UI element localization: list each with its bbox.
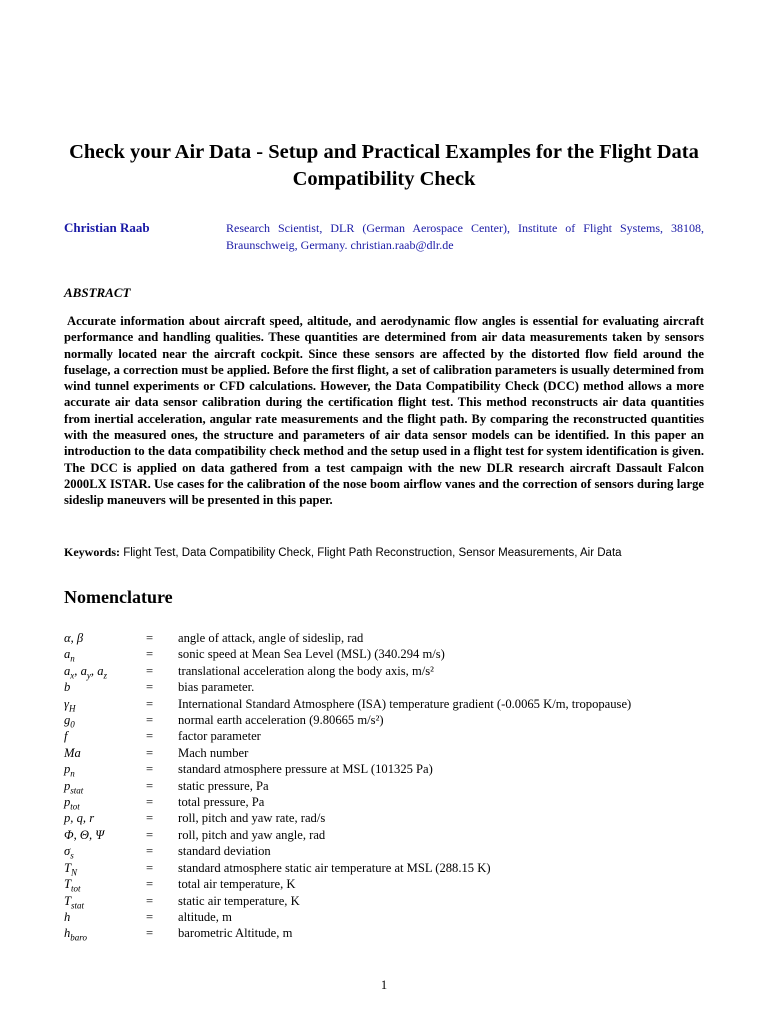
nomenclature-definition: total air temperature, K [178,877,296,892]
nomenclature-definition: total pressure, Pa [178,795,265,810]
nomenclature-definition: roll, pitch and yaw angle, rad [178,827,326,842]
nomenclature-equals: = [146,827,154,842]
nomenclature-heading: Nomenclature [64,587,173,607]
nomenclature-row [64,925,724,941]
nomenclature-definition: standard atmosphere pressure at MSL (101325 Pa) [178,762,433,777]
nomenclature-equals: = [146,745,154,760]
nomenclature-definition: standard atmosphere static air temperature at MSL (288.15 K) [178,860,491,875]
nomenclature-equals: = [146,893,154,908]
nomenclature-row [64,679,724,695]
nomenclature-symbol: $p_{stat}$ [64,778,84,796]
nomenclature-definition: bias parameter. [178,680,255,695]
nomenclature-definition: International Standard Atmosphere (ISA) temperature gradient (-0.0065 K/m, tropopause) [178,696,632,711]
keywords-text: Flight Test, Data Compatibility Check, Flight Path Reconstruction, Sensor Measurements, Air Data [123,547,622,559]
nomenclature-equals: = [146,811,154,826]
nomenclature-row [64,778,724,794]
nomenclature-equals: = [146,762,154,777]
nomenclature-row [64,646,724,662]
nomenclature-definition: angle of attack, angle of sideslip, rad [178,631,364,645]
nomenclature-symbol: $\gamma_H$ [64,696,76,714]
nomenclature-row [64,909,724,925]
abstract-text: Accurate information about aircraft speed, altitude, and aerodynamic flow angles is essential for evaluating aircraft performance and handling qualities. These quantities are determined from air data measurements taken by sensors normally located near the aircraft cockpit. Since these sensors are affected by the distorted flow field around the fuselage, a correction must be applied. Before the first flight, a set of calibration parameters is usually determined from wind tunnel experiments or CFD calculations. However, the Data Compatibility Check (DCC) method allows a more accurate air data sensor calibration during the certification flight test. This method reconstructs air data quantities from inertial acceleration, angular rate measurements and the flight path. By comparing the reconstructed quantities with the measured ones, the structure and parameters of air data sensor models can be identified. In this paper an introduction to the data compatibility check method and the setup used in a flight test for system identification is given. The DCC is applied on data gathered from a test campaign with the new DLR research aircraft Dassault Falcon 2000LX ISTAR. Use cases for the calibration of the nose boom airflow vanes and the correction of sensors during large sideslip maneuvers will be presented in this paper. [64,314,704,508]
nomenclature-symbol: $p_n$ [64,762,75,779]
author-email-link[interactable]: christian.raab@dlr.de [350,238,454,252]
nomenclature-definition: normal earth acceleration (9.80665 m/s²) [178,713,384,728]
nomenclature-equals: = [146,631,154,645]
nomenclature-symbol: Φ, Θ, Ψ [64,827,105,842]
nomenclature-row [64,893,724,909]
nomenclature-definition: static air temperature, K [178,893,300,908]
nomenclature-row [64,761,724,777]
nomenclature-equals: = [146,909,154,924]
nomenclature-equals: = [146,696,154,711]
nomenclature-symbol: $T_{stat}$ [64,893,85,911]
author-affiliation [226,220,704,254]
nomenclature-definition: translational acceleration along the body axis, m/s² [178,663,434,678]
nomenclature-row [64,843,724,859]
nomenclature-row [64,696,724,712]
page-number: 1 [380,978,388,992]
nomenclature-equals: = [146,877,154,892]
nomenclature-definition: altitude, m [178,909,232,924]
nomenclature-definition: sonic speed at Mean Sea Level (MSL) (340.294 m/s) [178,647,445,662]
nomenclature-symbol: $h_{baro}$ [64,926,87,943]
nomenclature-symbol: $g_0$ [64,713,75,730]
nomenclature-row [64,810,724,826]
nomenclature-symbol: b [64,680,71,695]
nomenclature-equals: = [146,860,154,875]
nomenclature-symbol: Ma [64,745,81,760]
nomenclature-symbol: p, q, r [64,811,95,826]
abstract-heading: ABSTRACT [64,285,131,300]
keywords-label: Keywords: [64,545,120,559]
nomenclature-definition: standard deviation [178,844,271,859]
nomenclature-row [64,827,724,843]
nomenclature-row [64,860,724,876]
nomenclature-symbol: h [64,909,71,924]
nomenclature-equals: = [146,926,154,941]
nomenclature-row [64,630,724,646]
nomenclature-equals: = [146,663,154,678]
nomenclature-definition: barometric Altitude, m [178,926,293,941]
nomenclature-symbol: α, β [64,631,84,645]
nomenclature-equals: = [146,795,154,810]
nomenclature-definition: factor parameter [178,729,261,744]
affiliation-text: Research Scientist, DLR (German Aerospace Center), Institute of Flight Systems, 38108, Braunschweig, Germany. [226,221,704,252]
keywords [64,545,724,560]
nomenclature-equals: = [146,647,154,662]
nomenclature-symbol: $a_n$ [64,647,75,664]
nomenclature-definition: static pressure, Pa [178,778,269,793]
nomenclature-equals: = [146,729,154,744]
paper-title: Check your Air Data - Setup and Practical Examples for the Flight Data Compatibility Check [69,141,699,190]
nomenclature-symbol: f [64,729,68,744]
nomenclature-symbol: $\sigma_s$ [64,844,74,861]
nomenclature-row [64,876,724,892]
nomenclature-symbol: $T_{tot}$ [64,877,81,894]
nomenclature-row [64,663,724,679]
nomenclature-definition: roll, pitch and yaw rate, rad/s [178,811,326,826]
nomenclature-symbol: $a_x$, $a_y$, $a_z$ [64,663,107,681]
author-name: Christian Raab [64,220,150,235]
nomenclature-equals: = [146,778,154,793]
nomenclature-row [64,745,724,761]
nomenclature-row [64,728,724,744]
nomenclature-table [64,630,724,942]
nomenclature-equals: = [146,844,154,859]
nomenclature-equals: = [146,713,154,728]
nomenclature-symbol: $T_N$ [64,860,78,878]
nomenclature-row [64,794,724,810]
nomenclature-symbol: $p_{tot}$ [64,795,80,812]
nomenclature-row [64,712,724,728]
nomenclature-definition: Mach number [178,745,249,760]
nomenclature-equals: = [146,680,154,695]
